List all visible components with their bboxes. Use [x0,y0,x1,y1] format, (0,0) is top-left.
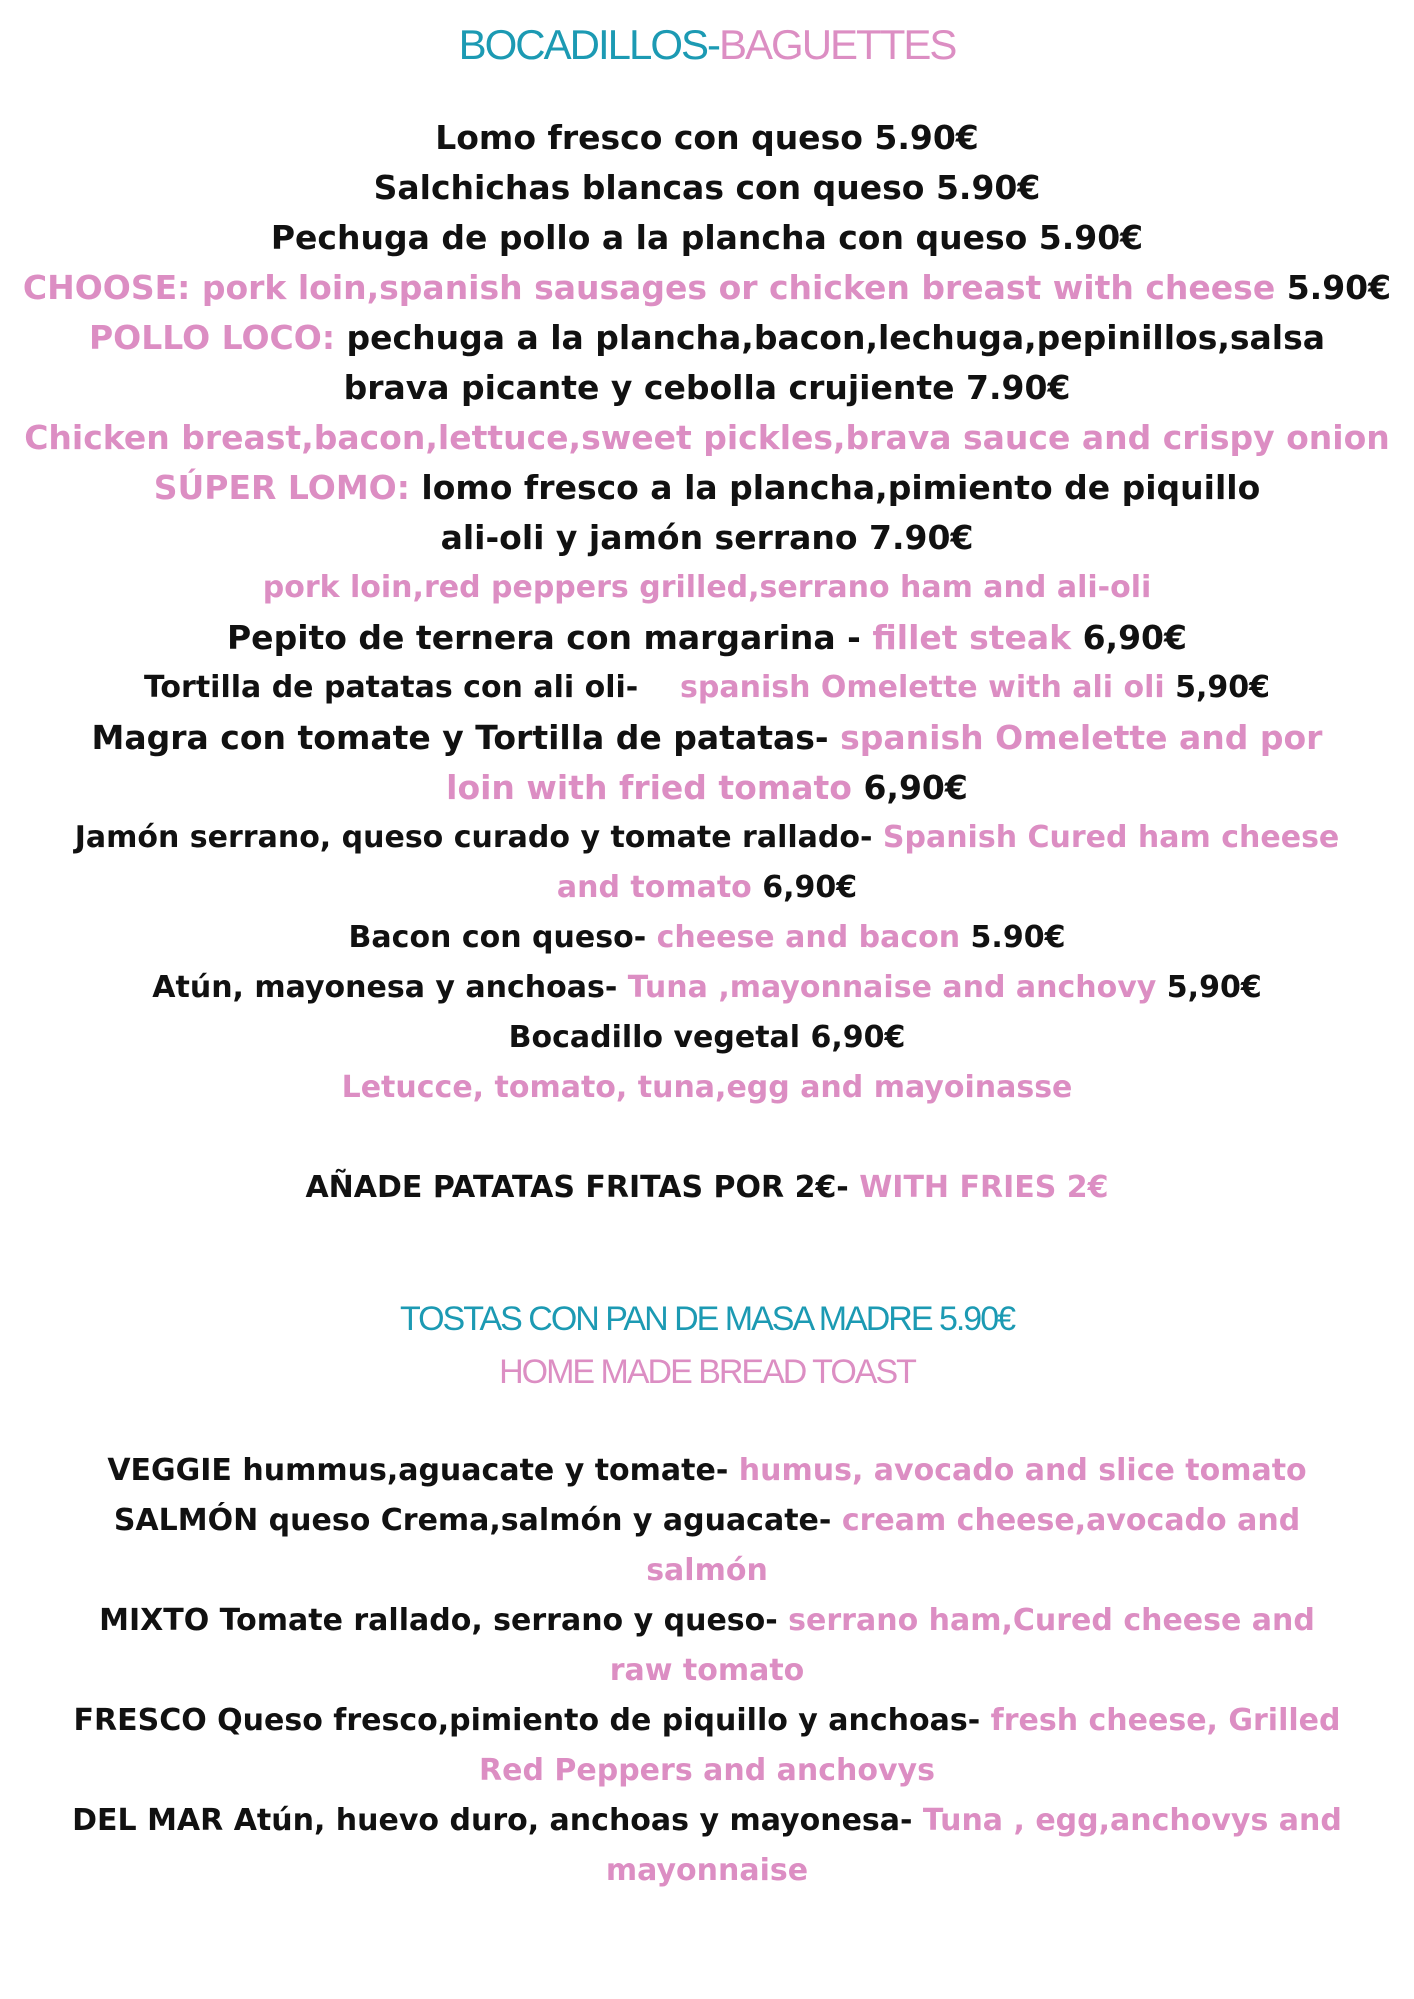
menu-item-text: DEL MAR Atún, huevo duro, anchoas y mayonesa- [72,1803,913,1838]
menu-line [20,863,1394,913]
menu-item-heading: POLLO LOCO: [88,318,336,357]
bocadillos-list [20,113,1394,1213]
menu-line [20,1596,1394,1646]
menu-item-text: brava picante y cebolla crujiente 7.90€ [343,368,1071,407]
menu-item-price: 5.90€ [970,920,1066,955]
menu-item-text: VEGGIE hummus,aguacate y tomate- [107,1453,729,1488]
menu-line [20,413,1394,463]
menu-item-text: Magra con tomate y Tortilla de patatas- [91,718,829,757]
menu-line [20,1696,1394,1746]
menu-item-text: Bacon con queso- [348,920,647,955]
menu-item-heading: SÚPER LOMO: [153,468,410,507]
menu-item-english: Tuna , egg,anchovys and [922,1803,1342,1838]
bocadillos-title [0,21,1414,68]
spacer [20,1113,1394,1163]
menu-item-text: Pepito de ternera con margarina - [227,618,861,657]
menu-line [20,713,1394,763]
menu-item-price: 6,90€ [762,870,858,905]
menu-item-text: Pechuga de pollo a la plancha con queso 5.90€ [270,218,1144,257]
menu-line [20,1063,1394,1113]
menu-item-english: serrano ham,Cured cheese and [788,1603,1315,1638]
menu-item-english: fillet steak [872,618,1072,657]
menu-item-english: Chicken breast,bacon,lettuce,sweet pickles,brava sauce and crispy onion [24,418,1390,457]
fries-english: WITH FRIES 2€ [859,1170,1109,1205]
menu-item-english: Spanish Cured ham cheese [882,820,1340,855]
menu-item-english: spanish Omelette with ali oli [680,670,1165,705]
menu-item-english: cream cheese,avocado and [841,1503,1301,1538]
menu-item-english: pork loin,red peppers grilled,serrano ham and ali-oli [262,570,1152,605]
menu-item-text: Bocadillo vegetal 6,90€ [508,1020,906,1055]
menu-item-price: 6,90€ [863,768,968,807]
fries-line [20,1163,1394,1213]
menu-line [20,1646,1394,1696]
menu-line [20,963,1394,1013]
menu-line [20,1846,1394,1896]
menu-line [20,313,1394,363]
menu-item-english: and tomato [556,870,752,905]
menu-item-price: 5,90€ [1175,670,1271,705]
menu-item-price: 6,90€ [1082,618,1187,657]
menu-line [20,463,1394,513]
menu-item-text: Atún, mayonesa y anchoas- [152,970,618,1005]
menu-line [20,1796,1394,1846]
menu-line [20,813,1394,863]
menu-item-text: pechuga a la plancha,bacon,lechuga,pepinillos,salsa [346,318,1326,357]
menu-item-price: 5.90€ [1286,268,1392,307]
menu-line [20,1446,1394,1496]
menu-line [20,563,1394,613]
menu-item-english: salmón [646,1553,768,1588]
menu-item-english: mayonnaise [605,1853,809,1888]
menu-item-english: fresh cheese, Grilled [990,1703,1341,1738]
menu-item-english: spanish Omelette and por [840,718,1323,757]
menu-item-text: Jamón serrano, queso curado y tomate rallado- [74,820,873,855]
bocadillos-title-left: BOCADILLOS- [458,21,720,68]
menu-item-text: lomo fresco a la plancha,pimiento de piquillo [421,468,1261,507]
menu-item-english: Tuna ,mayonnaise and anchovy [627,970,1157,1005]
menu-item-english: humus, avocado and slice tomato [738,1453,1307,1488]
menu-item-text: SALMÓN queso Crema,salmón y aguacate- [113,1503,832,1538]
bocadillos-title-right: BAGUETTES [719,21,956,68]
menu-item-price: 5,90€ [1166,970,1262,1005]
menu-item-text: Salchichas blancas con queso 5.90€ [373,168,1041,207]
menu-line [20,1496,1394,1546]
tostas-title: TOSTAS CON PAN DE MASA MADRE 5.90€ [399,1300,1015,1338]
menu-line [20,513,1394,563]
menu-line [20,1746,1394,1796]
menu-line [20,213,1394,263]
menu-item-english: CHOOSE: pork loin,spanish sausages or chicken breast with cheese [22,268,1276,307]
menu-line [20,613,1394,663]
menu-item-text: FRESCO Queso fresco,pimiento de piquillo y anchoas- [73,1703,981,1738]
menu-line [20,113,1394,163]
tostas-subtitle: HOME MADE BREAD TOAST [499,1353,915,1391]
menu-line [20,163,1394,213]
menu-item-text: ali-oli y jamón serrano 7.90€ [440,518,974,557]
menu-line [20,763,1394,813]
tostas-list [20,1446,1394,1896]
menu-item-text: Tortilla de patatas con ali oli- [143,670,639,705]
menu-line [20,1546,1394,1596]
menu-line [20,663,1394,713]
menu-item-text: MIXTO Tomate rallado, serrano y queso- [99,1603,778,1638]
menu-line [20,363,1394,413]
menu-item-text: Lomo fresco con queso 5.90€ [435,118,979,157]
menu-line [20,1013,1394,1063]
menu-item-english: cheese and bacon [656,920,961,955]
menu-item-english: Red Peppers and anchovys [479,1753,935,1788]
menu-line [20,263,1394,313]
menu-line [20,913,1394,963]
menu-item-english: loin with fried tomato [446,768,852,807]
menu-item-english: raw tomato [609,1653,805,1688]
menu-item-english: Letucce, tomato, tuna,egg and mayoinasse [341,1070,1073,1105]
fries-text: AÑADE PATATAS FRITAS POR 2€- [305,1170,849,1205]
